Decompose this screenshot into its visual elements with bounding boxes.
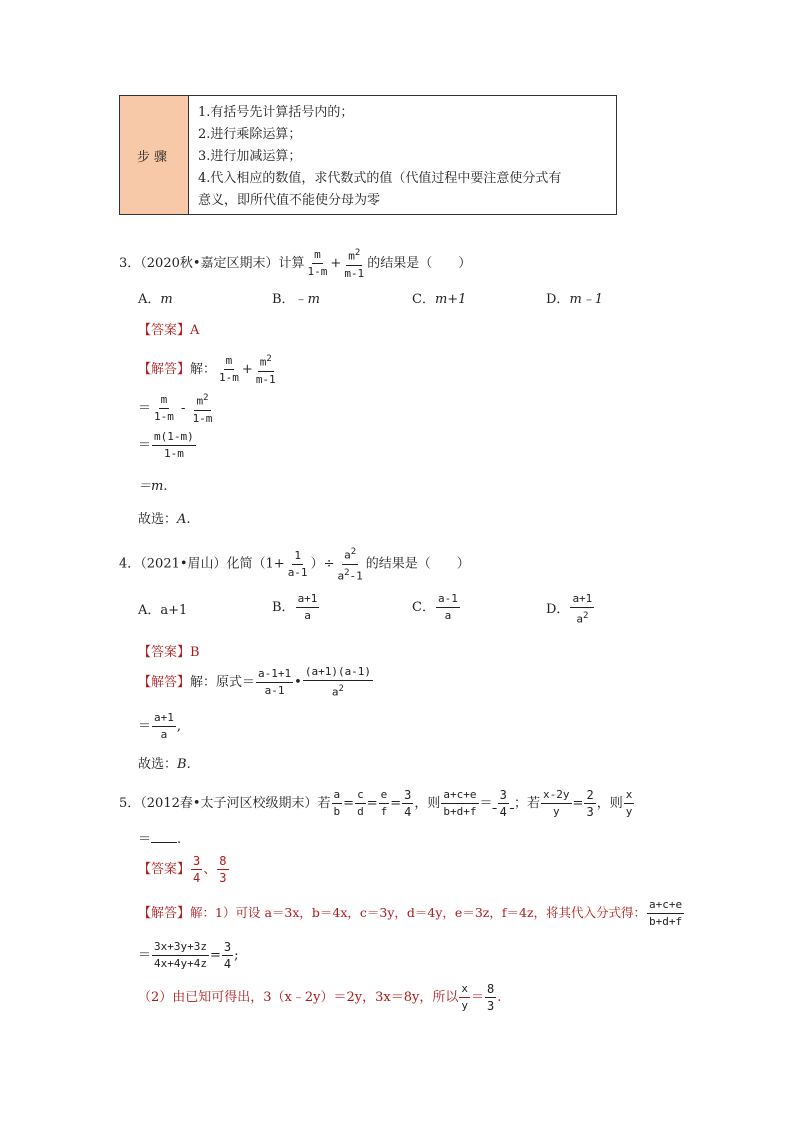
q3-solution-line-1: 【解答】解： $\frac{m}{1-m}$ + $\frac{m^2}{m-1}$ [138,353,276,386]
q3-result: ＝m. [138,479,168,494]
q4-solution-line-2: ＝ $\frac{a+1}{a}$ , [138,711,182,741]
fraction: $\frac{m}{1-m}$ [307,247,328,278]
q3-option-a: A．m [138,292,173,307]
steps-header: 步骤 [120,96,189,214]
steps-table [119,95,617,215]
q4-option-c: C． $\frac{a-1}{a}$ [412,592,458,622]
q4-stem: 4．（2021•眉山）化简（1+ $\frac{1}{a-1}$ ）÷ $\frac{a^2}{a^2-1}$ 的结果是（ ） [119,547,470,583]
q3-solution-line-2: ＝ $\frac{m}{1-m}$ - $\frac{m^2}{1-m}$ [138,392,213,425]
q3-solution-line-3: ＝ $\frac{m(1-m)}{1-m}$ [138,430,194,460]
step-line-2: 2.进行乘除运算； [198,127,302,142]
q5-stem: 5．（2012春•太子河区校级期末）若 $\frac{a}{b}$ = $\frac{c}{d}$ = $\frac{e}{f}$ = $\frac{3}{4}$ ，则 $\frac{a+c+e}{b+d+f}$ ＝ $\frac{3}{4}$ ；若 $\frac{x-2y}{y}$ = $\frac{2}{3}$ ，则 $\frac{x}{y}$ [119,788,633,819]
q4-answer: 【答案】B [138,645,200,660]
q4-option-d: D． $\frac{a+1}{a^2}$ [546,592,593,626]
q5-solution-line-3: （2）由已知可得出，3（x﹣2y）＝2y，3x＝8y，所以 $\frac{x}{y}$ ＝ $\frac{8}{3}$ . [138,982,502,1013]
q4-option-b: B． $\frac{a+1}{a}$ [272,592,318,622]
q4-choose: 故选：B. [138,757,191,772]
step-line-4: 4.代入相应的数值，求代数式的值（代值过程中要注意使分式有 [198,171,562,186]
step-line-1: 1.有括号先计算括号内的； [198,105,354,120]
q3-answer: 【答案】A [138,323,200,338]
q4-solution-line-1: 【解答】解：原式＝ $\frac{a-1+1}{a-1}$ • $\frac{(a+1)(a-1)}{a^2}$ [138,665,372,699]
q3-option-c: C．m+1 [412,292,467,307]
q5-solution-line-1: 【解答】解：1）可设 a＝3x，b＝4x，c＝3y，d＝4y，e＝3z，f＝4z，将其代入分式得： $\frac{a+c+e}{b+d+f}$ [138,898,683,928]
q5-answer: 【答案】 $\frac{3}{4}$ 、 $\frac{8}{3}$ [138,854,227,885]
q4-option-a: A．a+1 [138,603,188,618]
q3-option-d: D．m﹣1 [546,292,604,307]
steps-body [189,96,561,214]
step-line-5: 意义，即所代值不能使分母为零 [198,193,381,208]
q3-stem: 3．（2020秋•嘉定区期末）计算 $\frac{m}{1-m}$ + $\frac{m^2}{m-1}$ 的结果是（ ） [119,247,472,280]
q5-solution-line-2: ＝ $\frac{3x+3y+3z}{4x+4y+4z}$ = $\frac{3}{4}$ ; [138,940,239,971]
fraction: $\frac{m^2}{m-1}$ [344,248,365,280]
step-line-3: 3.进行加减运算； [198,149,302,164]
q3-choose: 故选：A. [138,512,191,527]
q5-stem-line-2: ＝ . [138,832,182,847]
q3-option-b: B．﹣m [272,292,320,307]
